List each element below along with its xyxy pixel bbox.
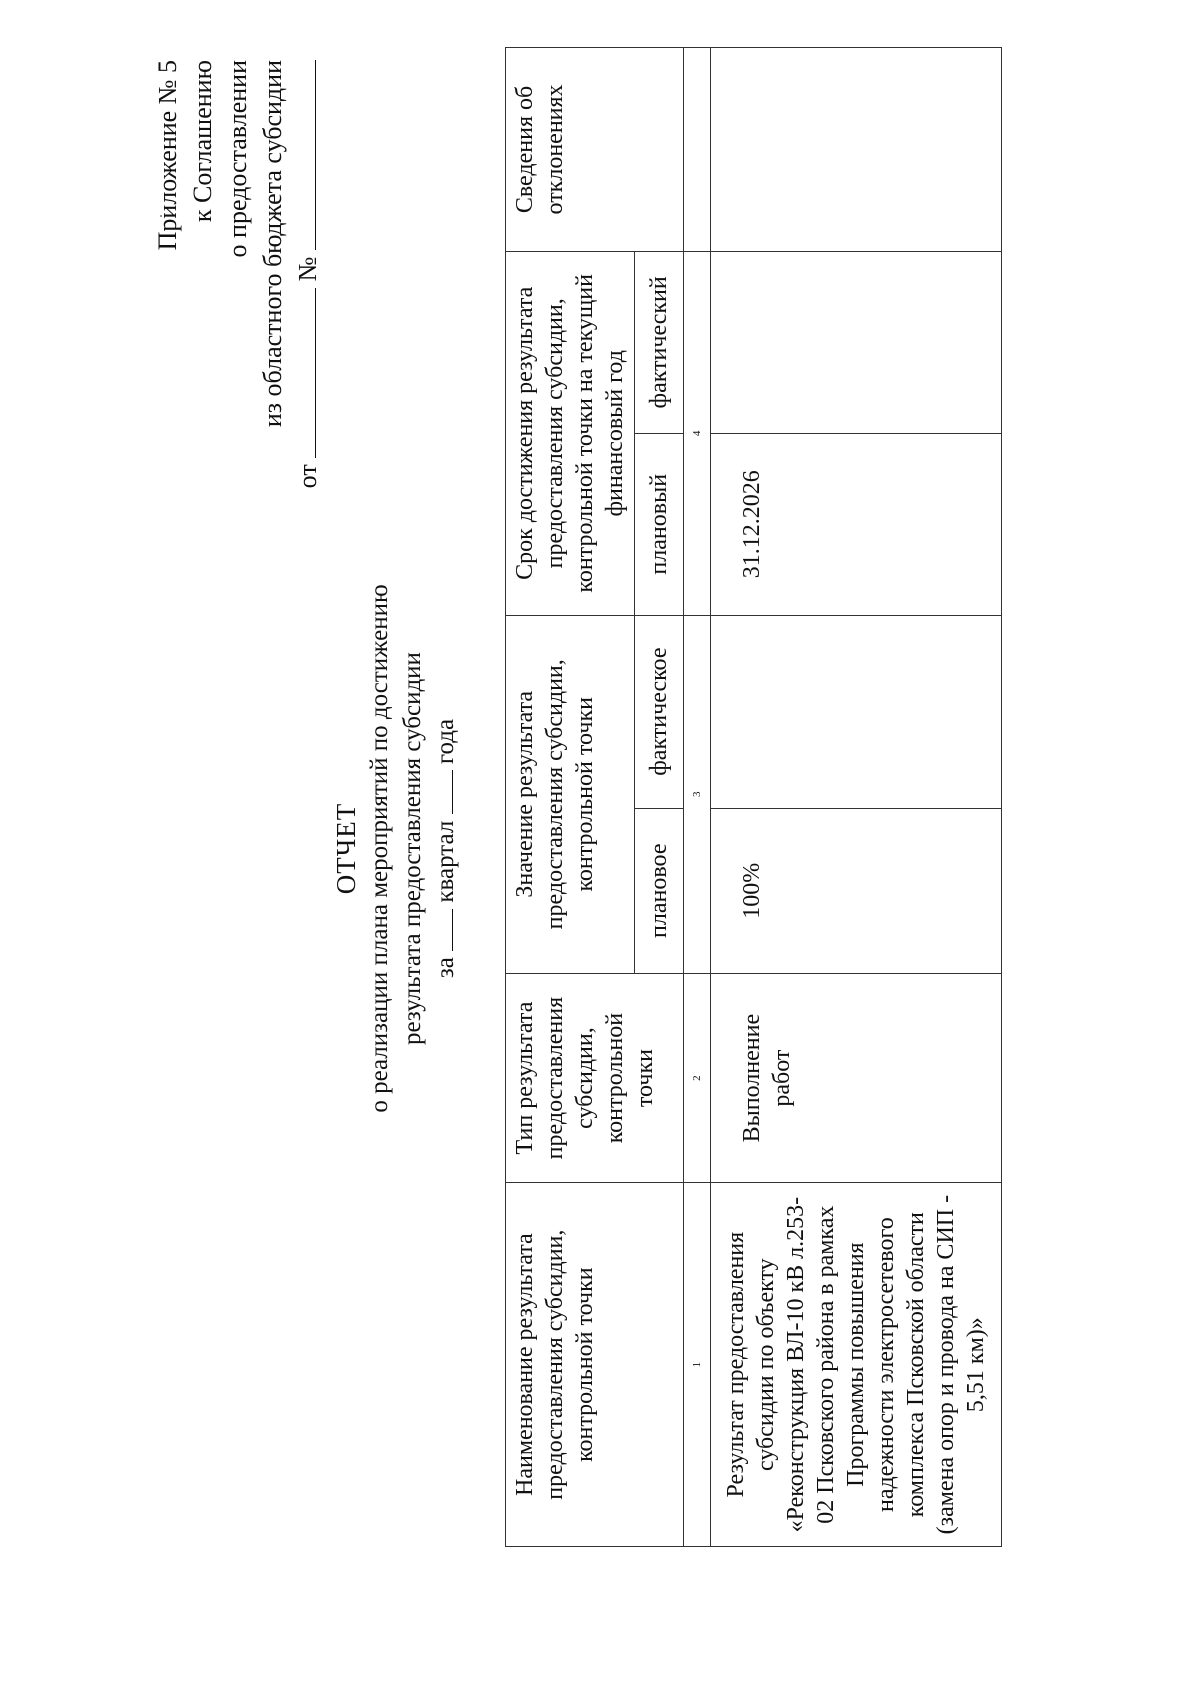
header-type: Тип результата предоставления субсидии, контрольной точки (506, 973, 684, 1182)
report-subtitle-1: о реализации плана мероприятий по достижению (366, 584, 393, 1113)
period-year: года (432, 718, 459, 765)
cell-value-actual (711, 615, 1002, 808)
subheader-deadline-planned: плановый (635, 433, 684, 615)
column-number: 2 (684, 973, 711, 1182)
report-title-block (330, 0, 462, 1697)
appendix-line-3: о предоставлении (223, 60, 252, 258)
period-quarter: квартал (432, 820, 459, 903)
period-prefix: за (432, 957, 459, 979)
column-number: 4 (684, 251, 711, 615)
column-number-row (684, 48, 711, 1547)
header-deadline: Срок достижения результата предоставления субсидии, контрольной точки на текущий финансовый год (506, 251, 635, 615)
date-prefix: от (293, 464, 322, 489)
column-number: 1 (684, 1183, 711, 1547)
appendix-date-line (290, 60, 325, 620)
cell-result-name: Результат предоставления субсидии по объекту «Реконструкция ВЛ-10 кВ л.253-02 Псковского района в рамках Программы повышения надежности электросетевого комплекса Псковской области (замена опор и провода на СИП - 5,51 км)» (711, 1183, 1002, 1547)
header-name: Наименование результата предоставления субсидии, контрольной точки (506, 1183, 684, 1547)
number-blank (291, 60, 316, 250)
appendix-line-1: Приложение № 5 (153, 60, 182, 251)
appendix-line-4: из областного бюджета субсидии (258, 60, 287, 428)
column-number: 3 (684, 615, 711, 973)
cell-result-type: Выполнение работ (711, 973, 1002, 1182)
cell-value-planned: 100% (711, 808, 1002, 973)
report-title: ОТЧЕТ (331, 802, 361, 895)
header-deviation: Сведения об отклонениях (506, 48, 684, 252)
column-number-empty (684, 48, 711, 252)
header-value: Значение результата предоставления субсидии, контрольной точки (506, 615, 635, 973)
year-blank (430, 770, 453, 814)
subheader-value-planned: плановое (635, 808, 684, 973)
report-table (505, 47, 1002, 1547)
cell-deviation (711, 48, 1002, 252)
table-header-row (506, 48, 635, 1547)
number-label: № (293, 256, 322, 282)
appendix-line-2: к Соглашению (188, 60, 217, 223)
subheader-value-actual: фактическое (635, 615, 684, 808)
subheader-deadline-actual: фактический (635, 251, 684, 433)
table-row (711, 48, 1002, 1547)
date-blank (291, 288, 316, 458)
cell-deadline-actual (711, 251, 1002, 433)
cell-deadline-planned: 31.12.2026 (711, 433, 1002, 615)
quarter-blank (430, 909, 453, 951)
appendix-header (150, 60, 325, 620)
report-period (429, 0, 462, 1697)
report-subtitle-2: результата предоставления субсидии (399, 652, 426, 1045)
